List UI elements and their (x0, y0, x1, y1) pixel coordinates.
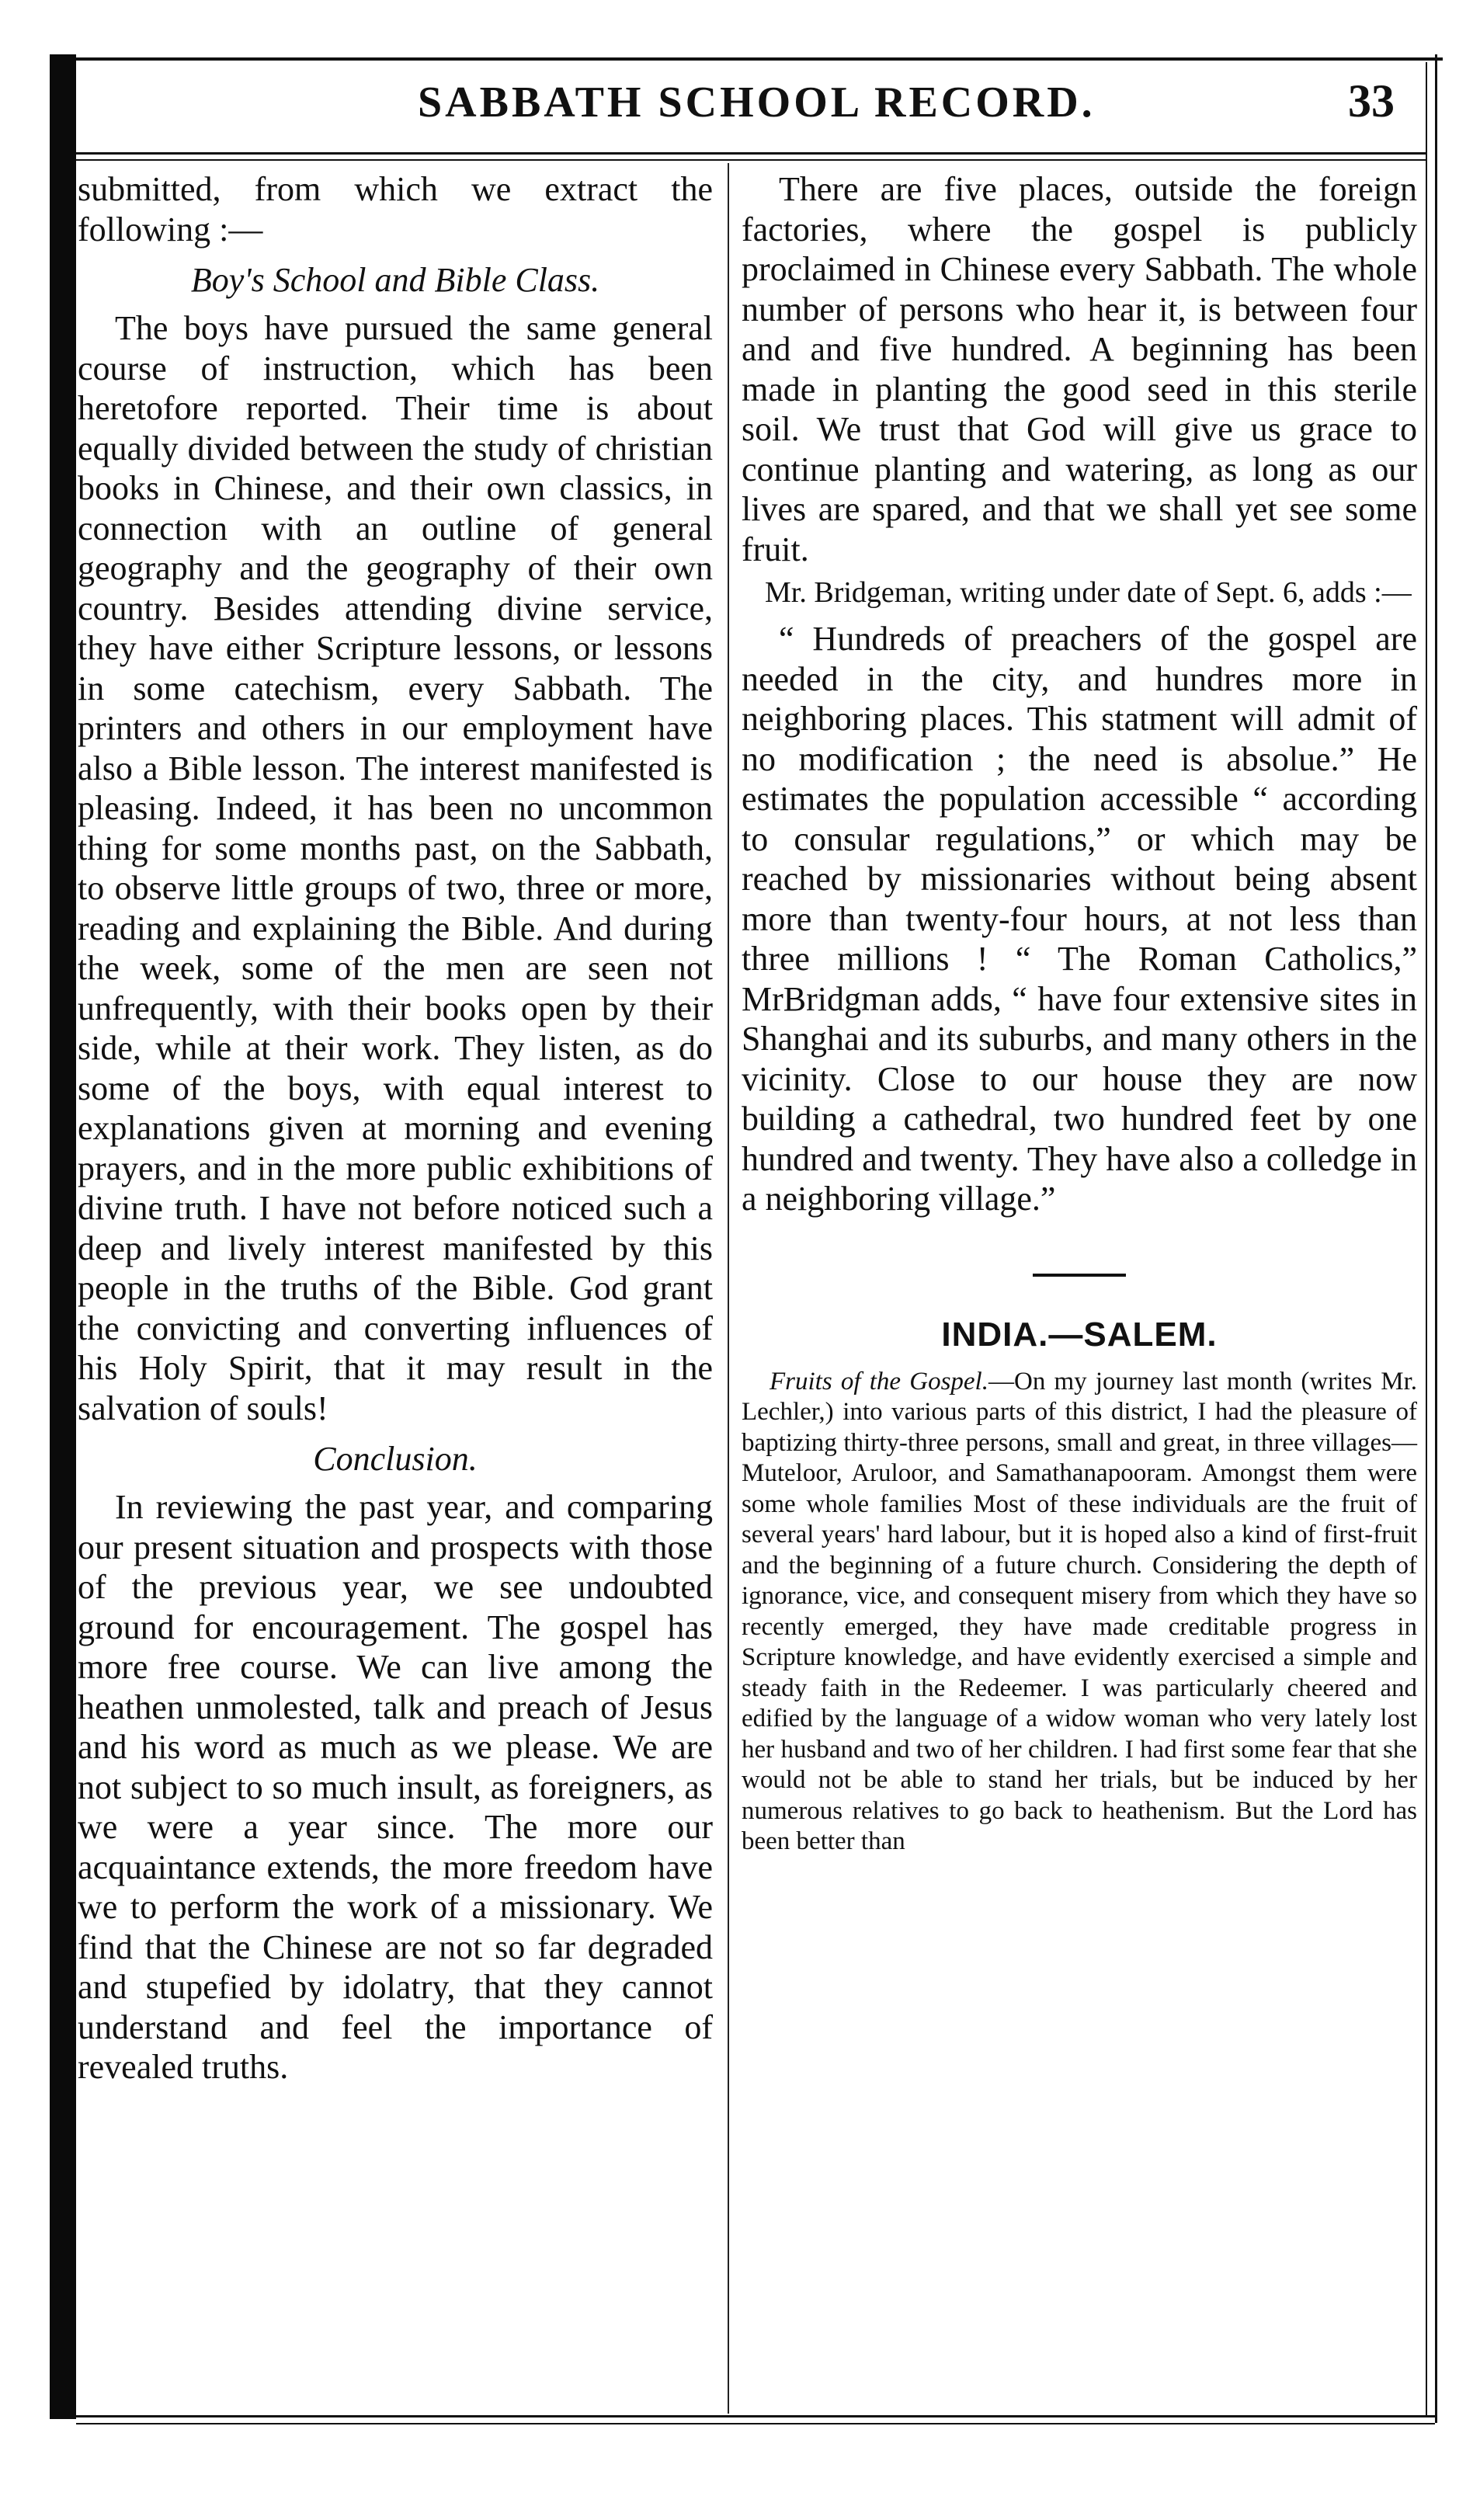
frame-right-inner-rule (1426, 62, 1427, 2415)
section-separator-rule (1033, 1274, 1126, 1277)
header-rule (76, 152, 1426, 155)
left-paragraph-boys-school: The boys have pursued the same general course of instruction, which has been heretofore reported. Their time is about equally divided between the study of christian books in Chinese, and their own classics, in connection with an outline of general geography and the geography of their own country. Besides attending divine service, they have either Scripture lessons, or lessons in some catechism, every Sabbath. The printers and others in our employment have also a Bible lesson. The interest manifested is pleasing. Indeed, it has been no uncommon thing for some months past, on the Sabbath, to observe little groups of two, three or more, reading and explaining the Bible. And during the week, some of the men are seen not unfrequently, with their books open by their side, while at their work. They listen, as do some of the boys, with equal interest to explanations given at morning and evening prayers, and in the more public exhibitions of divine truth. I have not before noticed such a deep and lively interest manifested by this people in the truths of the Bible. God grant the convicting and converting influences of his Holy Spirit, that it may result in the salvation of souls! (78, 309, 713, 1427)
section-heading-india: INDIA.—SALEM. (941, 1315, 1218, 1354)
right-column-upper (742, 169, 1417, 1219)
left-intro: submitted, from which we extract the following :— (78, 170, 713, 249)
frame-top-rule (76, 57, 1443, 61)
right-column (742, 169, 1417, 1858)
heading-conclusion: Conclusion. (313, 1440, 478, 1478)
frame-right-rule (1435, 54, 1437, 2423)
left-column (78, 169, 713, 2087)
right-paragraph-five-places: There are five places, outside the foreign factories, where the gospel is publicly proclaimed in Chinese every Sabbath. The whole number of persons who hear it, is between four and and five hundred. A beginning has been made in planting the good seed in this sterile soil. We trust that God will give us grace to continue planting and watering, as long as our lives are spared, and that we shall yet see some fruit. (742, 170, 1417, 568)
page-spine-shadow (50, 54, 76, 2419)
column-divider (728, 163, 729, 2414)
frame-bottom-rule (76, 2415, 1435, 2417)
left-paragraph-conclusion: In reviewing the past year, and comparing our present situation and prospects with those of the previous year, we see undoubted ground for encouragement. The gospel has more free course. We can live among the heathen unmolested, talk and preach of Jesus and his word as much as we please. We are not subject to so much insult, as foreigners, as we were a year since. The more our acquaintance extends, the more freedom have we to perform the work of a missionary. We find that the Chinese are not so far degraded and stupefied by idolatry, that they cannot understand and feel the importance of revealed truths. (78, 1488, 713, 2086)
india-body-text: —On my journey last month (writes Mr. Lechler,) into various parts of this district, I had the pleasure of baptizing thirty-three persons, small and great, in three villages—Muteloor, Aruloor, and Samathanapooram. Amongst them were some whole families Most of these individuals are the fruit of several years' hard labour, but it is hoped also a kind of first-fruit and the beginning of a future church. Considering the depth of ignorance, vice, and consequent misery from which they have so recently emerged, they have made creditable progress in Scripture knowledge, and have evidently exercised a simple and steady faith in the Redeemer. I was particularly cheered and edified by the language of a widow woman who very lately lost her husband and two of her children. I had first some fear that she would not be able to stand her trials, but be induced by her numerous relatives to go back to heathenism. But the Lord has been better than (742, 1367, 1417, 1855)
page-number: 33 (1348, 75, 1395, 127)
right-paragraph-hundreds: “ Hundreds of preachers of the gospel are needed in the city, and hundres more in neighboring places. This statment will admit of no modification ; the need is absolue.” He estimates the population accessible “ according to consular regulations,” or which may be reached by missionaries without being absent more than twenty-four hours, at not less than three millions ! “ The Roman Catholics,” MrBridgman adds, “ have four extensive sites in Shanghai and its suburbs, and many others in the vicinity. Close to our house they are now building a cathedral, two hundred feet by one hundred and twenty. They have also a colledge in a neighboring village.” (742, 620, 1417, 1218)
heading-boys-school: Boy's School and Bible Class. (190, 261, 600, 299)
india-article (742, 1367, 1417, 1858)
frame-bottom-inner-rule (76, 2423, 1435, 2424)
page-header (76, 62, 1426, 155)
running-title: SABBATH SCHOOL RECORD. (418, 78, 1096, 127)
header-rule-inner (76, 159, 1426, 161)
india-paragraph (742, 1367, 1417, 1858)
bridgeman-note: Mr. Bridgeman, writing under date of Sept. 6, adds :— (765, 576, 1412, 609)
india-lead-phrase: Fruits of the Gospel. (770, 1367, 988, 1396)
